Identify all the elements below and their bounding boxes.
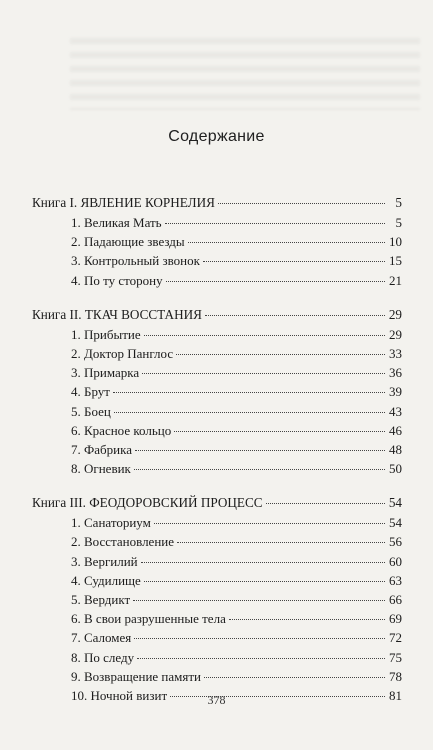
dot-leader: [177, 542, 385, 543]
dot-leader: [188, 242, 385, 243]
chapter-entry-page: 33: [389, 345, 402, 361]
chapter-entry: [32, 232, 402, 251]
book-heading-page: 54: [388, 495, 402, 511]
chapter-entry-label: 5. Вердикт: [71, 592, 131, 607]
dot-leader: [205, 315, 385, 316]
book-heading-label: Книга III. ФЕОДОРОВСКИЙ ПРОЦЕСС: [32, 495, 263, 511]
dot-leader: [174, 431, 385, 432]
dot-leader: [154, 523, 385, 524]
book-heading-label: Книга I. ЯВЛЕНИЕ КОРНЕЛИЯ: [32, 195, 215, 210]
chapter-entry-label: 3. Примарка: [71, 365, 140, 381]
chapter-entry-label: 8. По следу: [71, 649, 135, 665]
chapter-entry-label: 3. Вергилий: [71, 553, 138, 569]
chapter-entry: [32, 609, 402, 628]
chapter-entry-page: 69: [389, 611, 402, 627]
chapter-entry-label: 8. Огневик: [71, 461, 131, 477]
chapter-entry: [32, 402, 402, 421]
chapter-entry: [32, 421, 402, 440]
page-title: Содержание: [168, 128, 265, 145]
dot-leader: [113, 392, 385, 393]
chapter-entry: [32, 251, 402, 270]
chapter-entry-page: 75: [389, 649, 402, 665]
dot-leader: [135, 450, 385, 451]
chapter-entry-page: 36: [389, 365, 402, 381]
book-heading-label: Книга II. ТКАЧ ВОССТАНИЯ: [32, 306, 202, 322]
dot-leader: [137, 658, 385, 659]
chapter-entry: [32, 213, 402, 232]
chapter-entry: [32, 440, 402, 459]
dot-leader: [133, 600, 385, 601]
chapter-entry-label: 9. Возвращение памяти: [71, 668, 201, 684]
chapter-entry: [32, 382, 402, 401]
chapter-entry-page: 60: [389, 553, 402, 569]
chapter-entry-page: 63: [389, 572, 402, 588]
page-number: 378: [207, 693, 226, 707]
chapter-entry-page: 81: [389, 687, 402, 703]
chapter-entry-label: 2. Падающие звезды: [71, 234, 185, 250]
chapter-entry: [32, 325, 402, 344]
dot-leader: [176, 354, 385, 355]
dot-leader: [134, 638, 385, 639]
chapter-entry: [32, 571, 402, 590]
chapter-entry-page: 15: [389, 253, 402, 269]
chapter-entry: [32, 271, 402, 290]
chapter-entry-page: 78: [389, 668, 402, 684]
chapter-entry-label: 2. Доктор Панглос: [71, 345, 174, 361]
book-heading: [32, 493, 402, 513]
chapter-entry-page: 39: [389, 384, 402, 400]
book-heading-page: 5: [395, 195, 402, 210]
book-heading: [32, 305, 402, 325]
chapter-entry-label: 7. Фабрика: [71, 441, 133, 457]
chapter-entry: [32, 363, 402, 382]
table-of-contents: [32, 193, 402, 720]
chapter-entry-label: 1. Великая Мать: [71, 215, 162, 230]
dot-leader: [144, 335, 385, 336]
chapter-entry-page: 72: [389, 630, 402, 646]
dot-leader: [134, 469, 385, 470]
chapter-entry-label: 4. Брут: [71, 384, 110, 400]
chapter-entry: [32, 628, 402, 647]
chapter-entry-page: 29: [389, 326, 402, 342]
chapter-entry-label: 5. Боец: [71, 403, 111, 419]
chapter-entry-page: 56: [389, 534, 402, 550]
chapter-entry-page: 43: [389, 403, 402, 419]
dot-leader: [142, 373, 385, 374]
chapter-entry-label: 4. По ту сторону: [71, 272, 163, 288]
book-section: [32, 193, 402, 290]
dot-leader: [141, 562, 385, 563]
dot-leader: [203, 261, 385, 262]
chapter-entry-page: 5: [395, 215, 402, 230]
dot-leader: [165, 223, 385, 224]
chapter-entry: [32, 552, 402, 571]
chapter-entry-page: 46: [389, 422, 402, 438]
chapter-entry: [32, 513, 402, 532]
book-heading: [32, 193, 402, 213]
chapter-entry-label: 1. Санаториум: [71, 515, 151, 531]
chapter-entry-page: 66: [389, 592, 402, 607]
dot-leader: [114, 412, 385, 413]
chapter-entry-label: 10. Ночной визит: [71, 687, 168, 703]
bleed-through-text: [70, 30, 420, 110]
chapter-entry-page: 50: [389, 461, 402, 477]
book-section: [32, 493, 402, 705]
dot-leader: [218, 203, 385, 204]
chapter-entry: [32, 648, 402, 667]
book-section: [32, 305, 402, 479]
chapter-entry: [32, 590, 402, 609]
dot-leader: [166, 281, 385, 282]
chapter-entry-label: 4. Судилище: [71, 572, 141, 588]
dot-leader: [204, 677, 385, 678]
chapter-entry-page: 48: [389, 441, 402, 457]
chapter-entry-label: 6. Красное кольцо: [71, 422, 172, 438]
chapter-entry-label: 7. Саломея: [71, 630, 132, 646]
dot-leader: [266, 503, 385, 504]
book-heading-page: 29: [388, 306, 402, 322]
chapter-entry: [32, 459, 402, 478]
chapter-entry: [32, 667, 402, 686]
chapter-entry-page: 10: [389, 234, 402, 250]
chapter-entry-label: 6. В свои разрушенные тела: [71, 611, 226, 627]
chapter-entry-label: 2. Восстановление: [71, 534, 175, 550]
chapter-entry-label: 3. Контрольный звонок: [71, 253, 200, 269]
chapter-entry-page: 21: [389, 272, 402, 288]
chapter-entry: [32, 532, 402, 551]
dot-leader: [229, 619, 385, 620]
chapter-entry-label: 1. Прибытие: [71, 326, 141, 342]
chapter-entry: [32, 344, 402, 363]
chapter-entry-page: 54: [389, 515, 402, 531]
dot-leader: [144, 581, 385, 582]
